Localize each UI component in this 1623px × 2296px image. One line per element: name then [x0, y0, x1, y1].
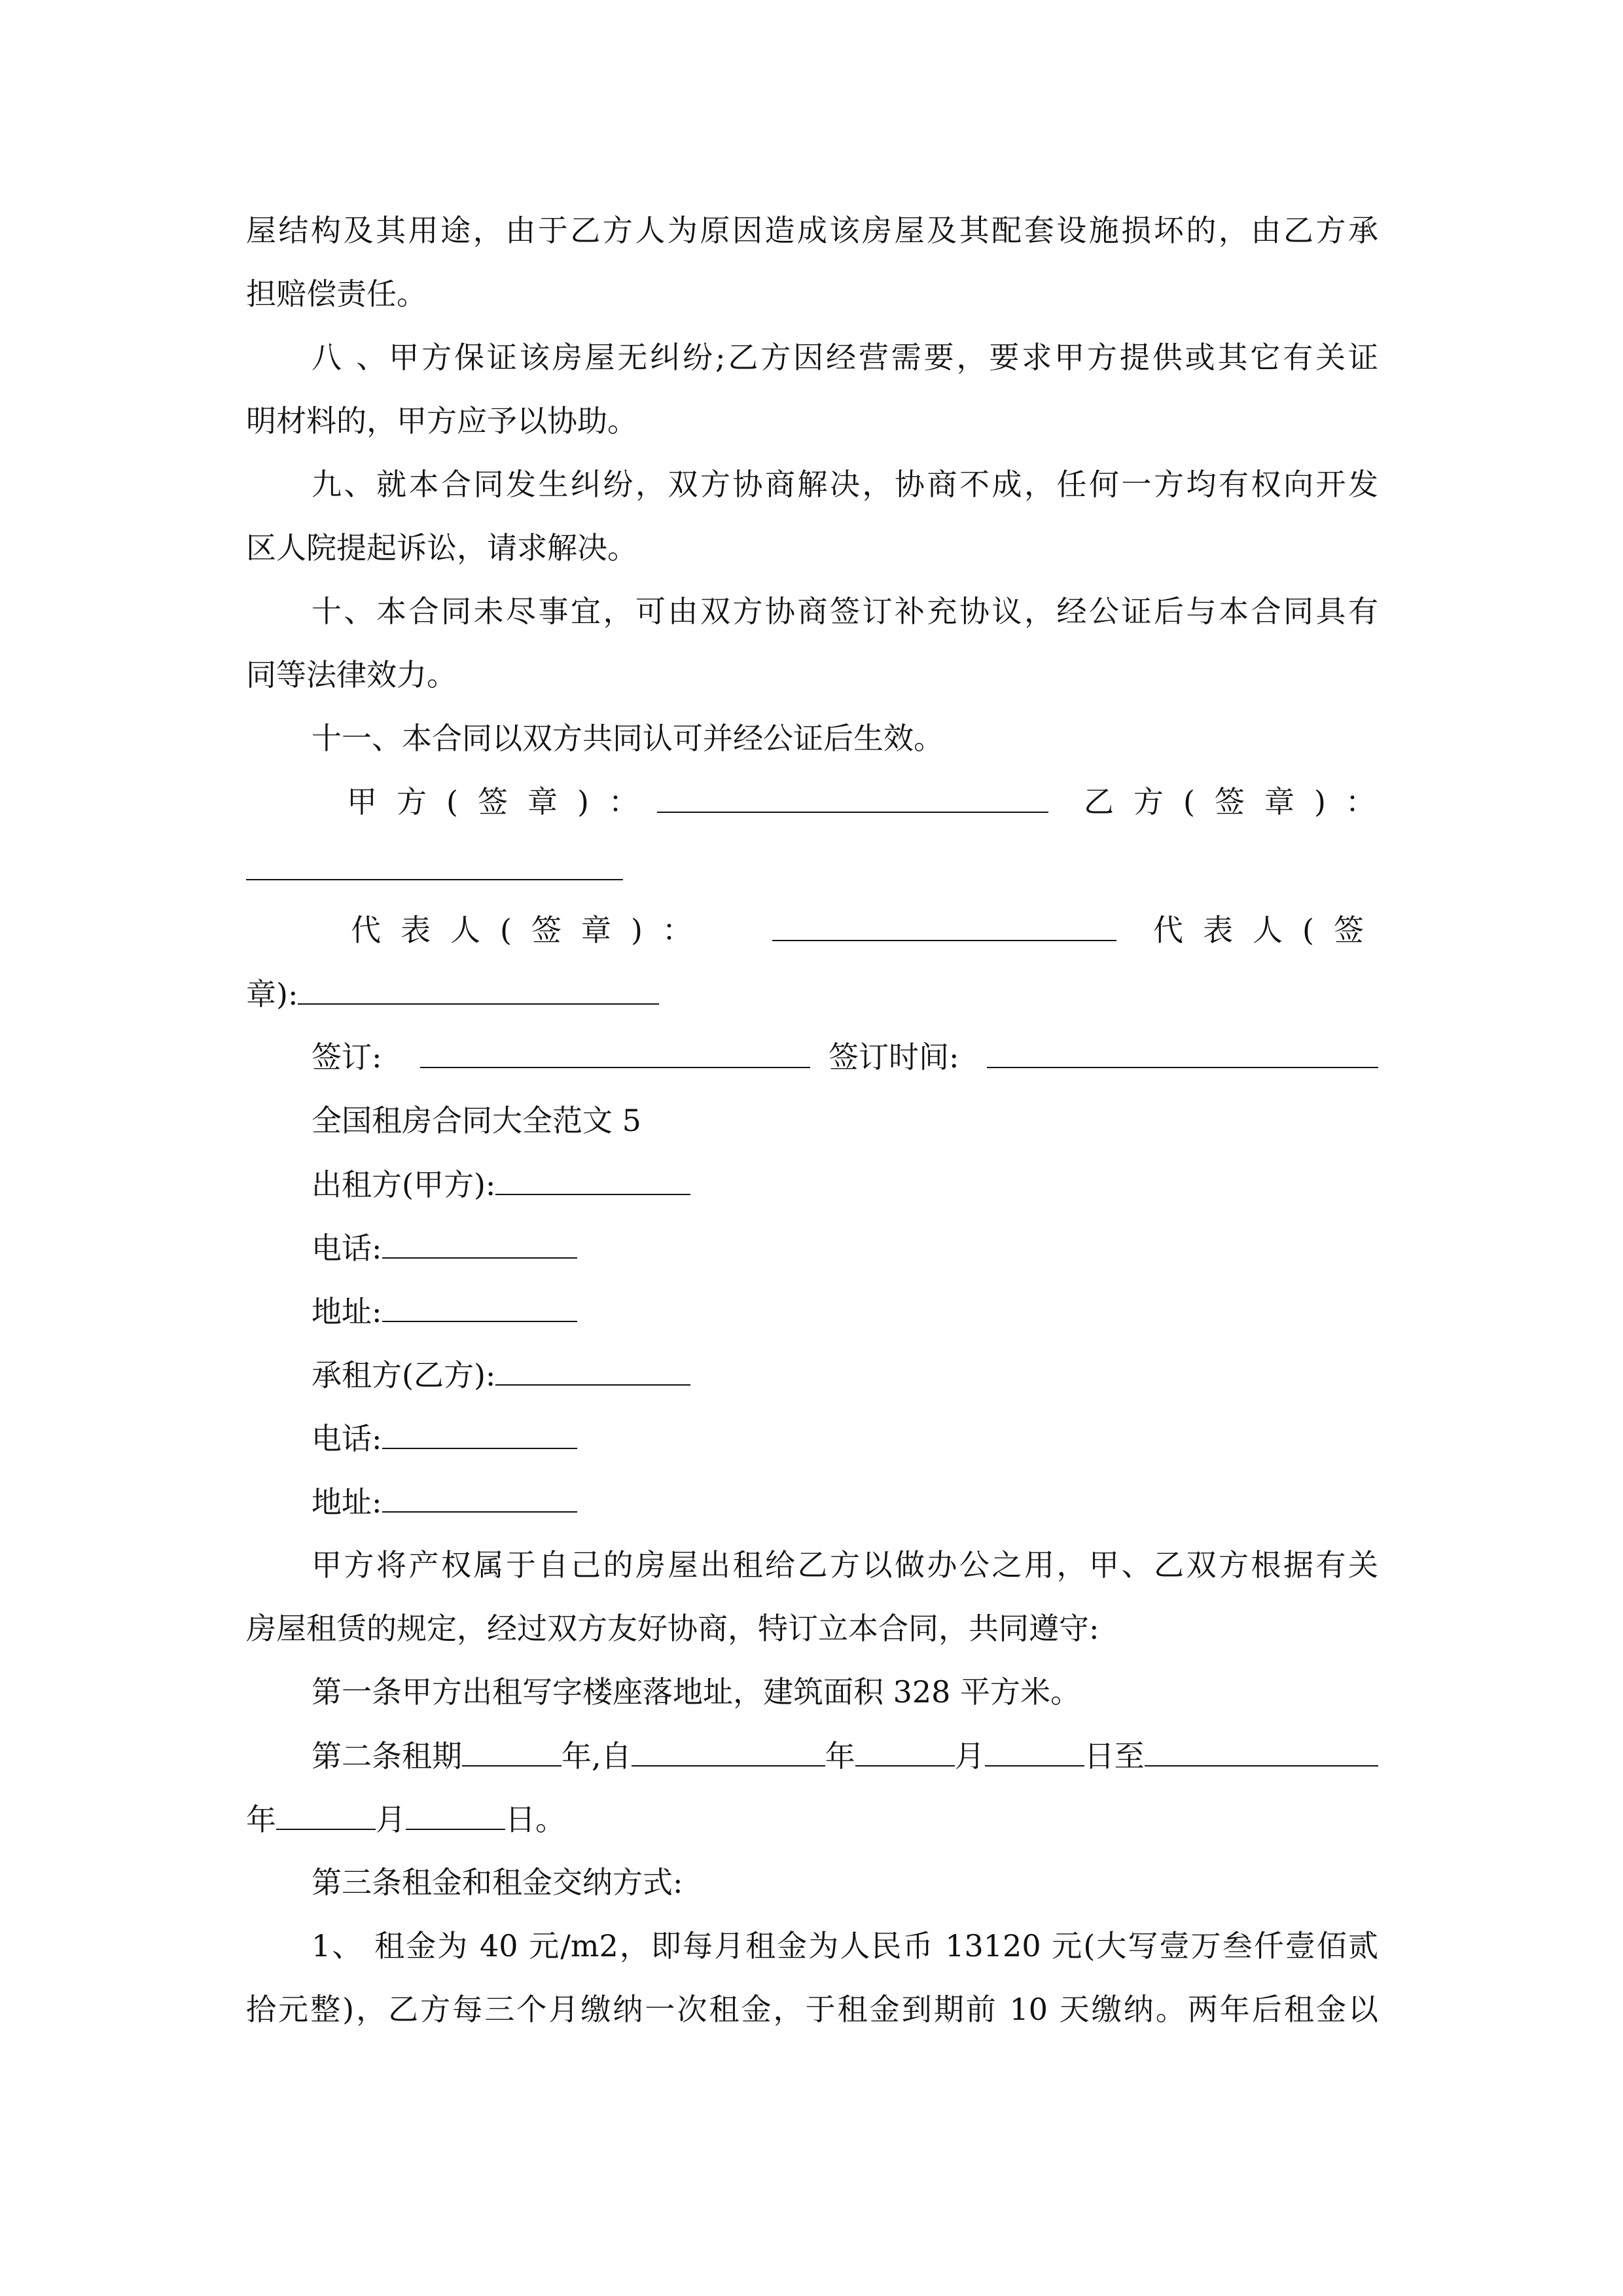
clause-10-line-2: 同等法律效力。 — [246, 657, 457, 692]
rep-a-seal-line[interactable] — [772, 907, 1116, 941]
article-1: 第一条甲方出租写字楼座落地址，建筑面积 328 平方米。 — [312, 1674, 1081, 1710]
lessee-phone-field[interactable] — [382, 1415, 577, 1449]
lessor-address-field[interactable] — [382, 1288, 577, 1322]
party-b-seal-line[interactable] — [246, 846, 623, 880]
article-2-month: 月 — [954, 1738, 985, 1774]
article-2-end-day: 日。 — [505, 1802, 565, 1837]
rep-b-seal-row — [246, 971, 1378, 1016]
signed-time-label: 签订时间: — [829, 1039, 959, 1075]
article-2-day-to: 日至 — [1084, 1738, 1145, 1774]
lessor-field[interactable] — [495, 1161, 690, 1195]
lessor-address-label: 地址: — [312, 1294, 382, 1329]
party-b-seal-row — [246, 846, 1378, 892]
rep-b-seal-label-end: 章): — [246, 977, 298, 1012]
lessor-phone-label: 电话: — [312, 1230, 382, 1266]
rep-b-seal-label-start: 代表人(签 — [1153, 912, 1383, 948]
party-a-seal-label: 甲方(签章)： — [347, 784, 658, 819]
clause-10-line-1: 十、本合同未尽事宜，可由双方协商签订补充协议，经公证后与本合同具有 — [312, 594, 1378, 629]
article-2-line-2 — [246, 1796, 1378, 1842]
party-b-seal-label: 乙方(签章)： — [1084, 784, 1395, 819]
lessor-phone-field[interactable] — [382, 1225, 577, 1259]
article-2-line-1 — [312, 1732, 1378, 1778]
lessee-field[interactable] — [495, 1352, 690, 1386]
end-month-field[interactable] — [276, 1796, 376, 1830]
lessor-label: 出租方(甲方): — [312, 1167, 496, 1202]
lessee-label: 承租方(乙方): — [312, 1357, 496, 1393]
article-3-title: 第三条租金和租金交纳方式: — [312, 1865, 683, 1900]
intro-line-1: 甲方将产权属于自己的房屋出租给乙方以做办公之用，甲、乙双方根据有关 — [312, 1547, 1378, 1583]
lessor-address-row — [312, 1288, 1378, 1334]
lessee-phone-row — [312, 1415, 1378, 1461]
lessor-row — [312, 1161, 1378, 1207]
clause-9-line-2: 区人院提起诉讼，请求解决。 — [246, 530, 637, 565]
signature-party-row — [246, 779, 1395, 825]
intro-line-2: 房屋租赁的规定，经过双方友好协商，特订立本合同，共同遵守: — [246, 1611, 1099, 1646]
article-2-end-month: 月 — [376, 1802, 406, 1837]
start-day-field[interactable] — [985, 1732, 1084, 1767]
article-2-year: 年 — [825, 1738, 855, 1774]
clause-8-line-1: 八 、甲方保证该房屋无纠纷;乙方因经营需要，要求甲方提供或其它有关证 — [312, 340, 1378, 375]
lease-years-field[interactable] — [462, 1732, 562, 1767]
representative-row — [246, 907, 1383, 953]
signed-at-line[interactable] — [420, 1034, 810, 1068]
lessee-row — [312, 1352, 1378, 1397]
lessee-address-row — [312, 1479, 1378, 1524]
article-3-item-1-line-2: 拾元整)，乙方每三个月缴纳一次租金，于租金到期前 10 天缴纳。两年后租金以 — [246, 1992, 1378, 2027]
article-2-end-year: 年 — [246, 1802, 276, 1837]
contract-5-title: 全国租房合同大全范文 5 — [312, 1103, 641, 1138]
clause-9-line-1: 九、就本合同发生纠纷，双方协商解决，协商不成，任何一方均有权向开发 — [312, 467, 1378, 502]
lessee-phone-label: 电话: — [312, 1421, 382, 1456]
signed-time-line[interactable] — [987, 1034, 1378, 1068]
clause-11: 十一、本合同以双方共同认可并经公证后生效。 — [312, 721, 944, 756]
paragraph-7-line-2: 担赔偿责任。 — [246, 276, 427, 312]
lessee-address-field[interactable] — [382, 1479, 577, 1513]
paragraph-7-line-1: 屋结构及其用途，由于乙方人为原因造成该房屋及其配套设施损坏的，由乙方承 — [246, 213, 1378, 248]
lessee-address-label: 地址: — [312, 1484, 382, 1520]
end-day-field[interactable] — [406, 1796, 505, 1830]
article-3-item-1-line-1: 1、 租金为 40 元/m2，即每月租金为人民币 13120 元(大写壹万叁仟壹佰贰 — [312, 1928, 1378, 1964]
article-2-year-from: 年,自 — [562, 1738, 632, 1774]
clause-8-line-2: 明材料的，甲方应予以协助。 — [246, 403, 637, 439]
end-year-field[interactable] — [1145, 1732, 1378, 1767]
party-a-seal-line[interactable] — [657, 779, 1048, 813]
lessor-phone-row — [312, 1225, 1378, 1270]
start-year-field[interactable] — [632, 1732, 825, 1767]
signing-row — [312, 1034, 1378, 1080]
signed-at-label: 签订: — [312, 1039, 382, 1075]
start-month-field[interactable] — [855, 1732, 955, 1767]
article-2-lead: 第二条租期 — [312, 1738, 462, 1774]
rep-a-seal-label: 代表人(签章)： — [351, 912, 712, 948]
rep-b-seal-line[interactable] — [298, 971, 659, 1005]
